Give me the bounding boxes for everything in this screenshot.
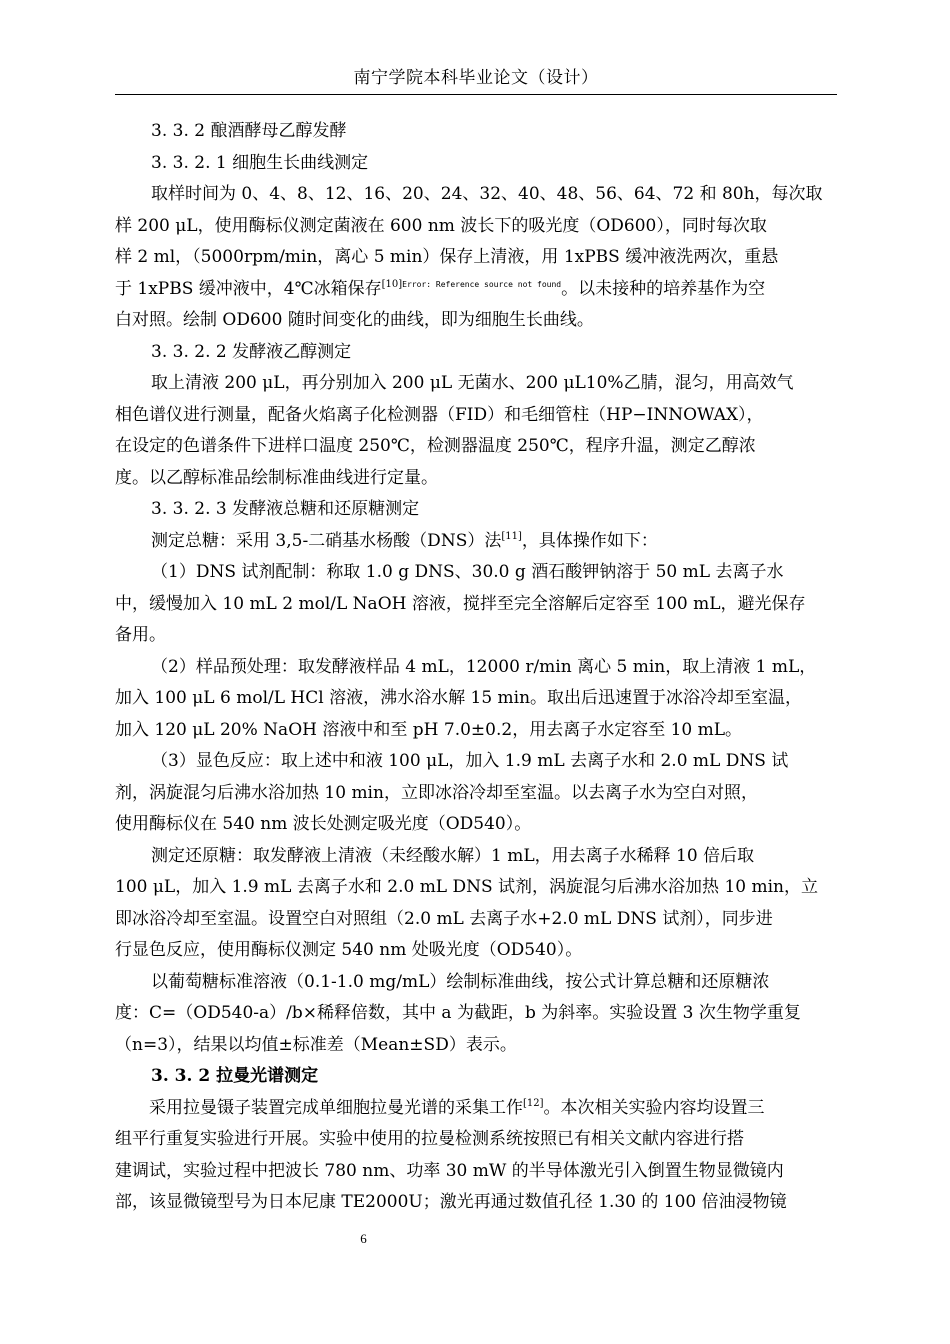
text-line: 组平行重复实验进行开展。实验中使用的拉曼检测系统按照已有相关文献内容进行搭 bbox=[115, 1129, 744, 1149]
text-line: （n=3），结果以均值±标准差（Mean±SD）表示。 bbox=[115, 1034, 517, 1055]
text-line: （3）显色反应：取上述中和液 100 μL，加入 1.9 mL 去离子水和 2.0 mL DNS 试 bbox=[151, 751, 789, 771]
paragraph-reducing-sugar bbox=[115, 841, 837, 967]
text-line: 加入 120 μL 20% NaOH 溶液中和至 pH 7.0±0.2，用去离子水定容至 10 mL。 bbox=[115, 719, 743, 740]
text-fragment: ，具体操作如下： bbox=[521, 530, 658, 551]
page-header-title: 南宁学院本科毕业论文（设计） bbox=[353, 68, 599, 88]
paragraph-ethanol bbox=[115, 368, 837, 494]
text-line: 部，该显微镜型号为日本尼康 TE2000U；激光再通过数值孔径 1.30 的 100 倍油浸物镜 bbox=[115, 1192, 787, 1212]
text-line: 度。以乙醇标准品绘制标准曲线进行定量。 bbox=[115, 467, 438, 488]
document-body bbox=[115, 116, 837, 1219]
reference-error: Error: Reference source not found bbox=[402, 279, 562, 289]
text-line: 取上清液 200 μL，再分别加入 200 μL 无菌水、200 μL10%乙腈，混匀，用高效气 bbox=[151, 373, 794, 393]
paragraph-dns-reagent bbox=[115, 557, 837, 652]
text-line: 100 μL，加入 1.9 mL 去离子水和 2.0 mL DNS 试剂，涡旋混匀后沸水浴加热 10 min，立 bbox=[115, 877, 819, 897]
paragraph-sample-prep bbox=[115, 652, 837, 747]
citation-ref: [12] bbox=[523, 1097, 544, 1109]
paragraph-standard-curve bbox=[115, 967, 837, 1062]
text-line: 建调试，实验过程中把波长 780 nm、功率 30 mW 的半导体激光引入倒置生物显微镜内 bbox=[115, 1160, 784, 1181]
text-line: 白对照。绘制 OD600 随时间变化的曲线，即为细胞生长曲线。 bbox=[115, 310, 594, 330]
text-line: 样 200 μL，使用酶标仪测定菌液在 600 nm 波长下的吸光度（OD600），同时每次取 bbox=[115, 215, 767, 236]
paragraph-color-reaction bbox=[115, 746, 837, 841]
text-fragment: 于 1xPBS 缓冲液中，4℃冰箱保存 bbox=[115, 278, 382, 299]
text-line: 测定还原糖：取发酵液上清液（未经酸水解）1 mL，用去离子水稀释 10 倍后取 bbox=[151, 845, 755, 866]
text-line bbox=[115, 526, 837, 558]
section-heading: 3. 3. 2 酿酒酵母乙醇发酵 bbox=[151, 121, 347, 141]
text-line: 行显色反应，使用酶标仪测定 540 nm 处吸光度（OD540）。 bbox=[115, 940, 583, 960]
text-line: 即冰浴冷却至室温。设置空白对照组（2.0 mL 去离子水+2.0 mL DNS 试剂），同步进 bbox=[115, 908, 773, 929]
text-line: 在设定的色谱条件下进样口温度 250℃，检测器温度 250℃，程序升温，测定乙醇浓 bbox=[115, 436, 756, 456]
text-line: 度：C=（OD540-a）/b×稀释倍数，其中 a 为截距，b 为斜率。实验设置 3 次生物学重复 bbox=[115, 1003, 801, 1023]
subsection-heading: 3. 3. 2. 3 发酵液总糖和还原糖测定 bbox=[151, 499, 420, 519]
text-fragment: 。本次相关实验内容均设置三 bbox=[543, 1097, 765, 1118]
subsection-heading: 3. 3. 2. 2 发酵液乙醇测定 bbox=[151, 341, 352, 362]
text-line: 剂，涡旋混匀后沸水浴加热 10 min，立即冰浴冷却至室温。以去离子水为空白对照， bbox=[115, 782, 758, 803]
text-line bbox=[115, 1093, 837, 1125]
text-line: （2）样品预处理：取发酵液样品 4 mL，12000 r/min 离心 5 min，取上清液 1 mL， bbox=[151, 656, 817, 677]
text-line: （1）DNS 试剂配制：称取 1.0 g DNS、30.0 g 酒石酸钾钠溶于 50 mL 去离子水 bbox=[151, 562, 784, 582]
text-line: 以葡萄糖标准溶液（0.1-1.0 mg/mL）绘制标准曲线，按公式计算总糖和还原糖浓 bbox=[151, 971, 770, 992]
citation-ref: [10] bbox=[381, 278, 403, 290]
paragraph-growth-curve bbox=[115, 179, 837, 337]
paragraph-raman bbox=[115, 1093, 837, 1219]
text-line: 加入 100 μL 6 mol/L HCl 溶液，沸水浴水解 15 min。取出后迅速置于冰浴冷却至室温， bbox=[115, 688, 803, 708]
text-line: 相色谱仪进行测量，配备火焰离子化检测器（FID）和毛细管柱（HP−INNOWAX）， bbox=[115, 404, 764, 425]
header-rule bbox=[115, 94, 837, 95]
text-fragment: 采用拉曼镊子装置完成单细胞拉曼光谱的采集工作 bbox=[149, 1097, 523, 1118]
text-line: 中，缓慢加入 10 mL 2 mol/L NaOH 溶液，搅拌至完全溶解后定容至 100 mL，避光保存 bbox=[115, 593, 806, 614]
subsection-heading: 3. 3. 2. 1 细胞生长曲线测定 bbox=[151, 152, 369, 173]
text-fragment: 测定总糖：采用 3,5-二硝基水杨酸（DNS）法 bbox=[151, 530, 502, 551]
text-line bbox=[115, 274, 837, 306]
text-line: 使用酶标仪在 540 nm 波长处测定吸光度（OD540）。 bbox=[115, 814, 532, 834]
text-line: 样 2 ml，（5000rpm/min，离心 5 min）保存上清液，用 1xPBS 缓冲液洗两次，重悬 bbox=[115, 247, 779, 267]
text-line: 取样时间为 0、4、8、12、16、20、24、32、40、48、56、64、72 和 80h，每次取 bbox=[151, 184, 823, 204]
text-line: 备用。 bbox=[115, 625, 166, 645]
section-heading-raman: 3. 3. 2 拉曼光谱测定 bbox=[151, 1066, 319, 1086]
page-number: 6 bbox=[360, 1231, 367, 1246]
citation-ref: [11] bbox=[501, 530, 522, 542]
text-fragment: 。以未接种的培养基作为空 bbox=[561, 278, 766, 299]
